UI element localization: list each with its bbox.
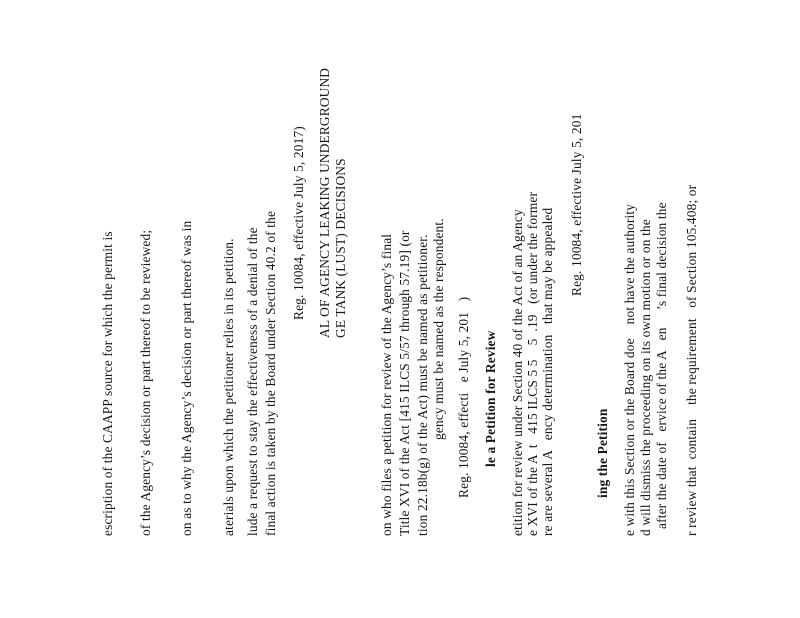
text-line: e with this Section or the Board doe not have the authority [622,203,637,536]
text-line: escription of the CAAPP source for which the permit is [100,231,115,536]
subsection-heading: le a Petition for Review [483,330,498,467]
document-sheet [100,0,800,618]
text-line: etition for review under Section 40 of the Act of an Agency [510,209,525,536]
text-line: on as to why the Agency’s decision or part thereof was in [179,220,194,536]
section-heading-line: AL OF AGENCY LEAKING UNDERGROUND [317,67,332,338]
text-line: of the Agency’s decision or part thereof to be reviewed; [138,229,153,536]
text-line: re are several A ency determination that may be appealed [540,207,555,536]
section-heading-line: GE TANK (LUST) DECISIONS [333,158,348,338]
text-line: tion 22.18b(g) of the Act) must be named as petitioner. [415,234,430,536]
text-line: Reg. 10084, effective July 5, 2017) [291,126,306,320]
text-line: on who files a petition for review of the Agency’s final [379,233,394,536]
text-line: aterials upon which the petitioner relies in its petition. [221,238,236,536]
text-line: gency must be named as the respondent. [431,218,446,440]
text-line: after the date of ervice of the A en ’s final decision the [654,202,669,536]
text-line: final action is taken by the Board under Section 40.2 of the [263,210,278,536]
text-line: r review that contain the requirement of Section 105.408; or [684,184,699,536]
text-line: Reg. 10084, effecti e July 5, 201 ) [456,296,471,498]
text-line: lude a request to stay the effectiveness of a denial of the [245,227,260,536]
text-line: d will dismiss the proceeding on its own motion or on the [638,219,653,536]
text-line: Title XVI of the Act [415 ILCS 5/57 through 57.19] (or [397,230,412,536]
text-line: Reg. 10084, effective July 5, 201 [569,113,584,296]
subsection-heading: ing the Petition [595,408,610,498]
text-line: e XVI of the A t 415 ILCS 5 5 5 .19 (or under the former [525,191,540,536]
